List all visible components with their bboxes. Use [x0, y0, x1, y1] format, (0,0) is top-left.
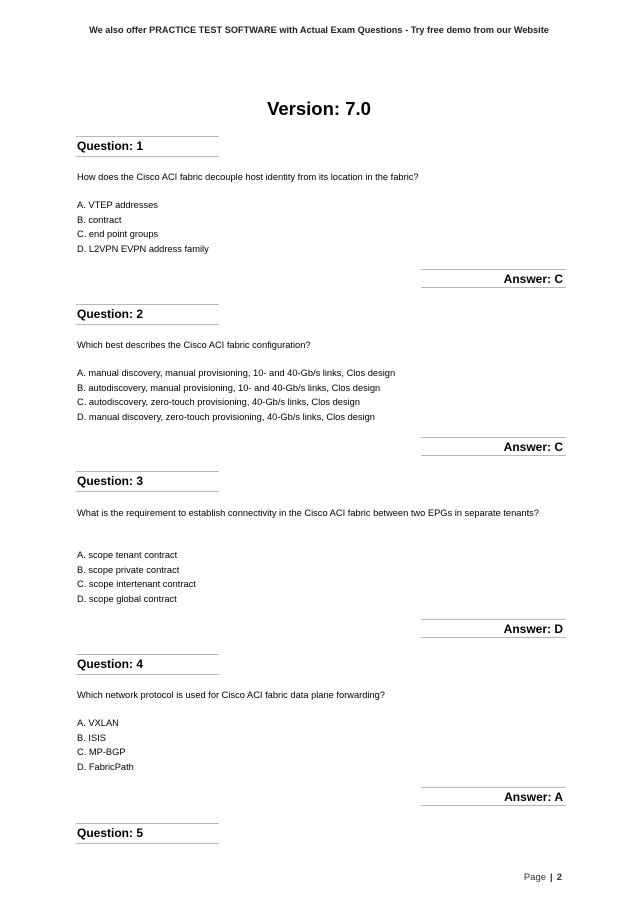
option-b: B. scope private contract [77, 564, 180, 575]
question-5-title: Question: 5 [76, 823, 219, 844]
question-3-options [77, 548, 557, 606]
question-4-text: Which network protocol is used for Cisco ACI fabric data plane forwarding? [77, 690, 385, 700]
option-a: A. VXLAN [77, 718, 119, 728]
question-3-text: What is the requirement to establish connectivity in the Cisco ACI fabric between two EPGs in separate tenants? [77, 508, 539, 518]
question-1-options [77, 198, 557, 256]
option-a: A. manual discovery, manual provisioning, 10- and 40-Gb/s links, Clos design [77, 368, 396, 378]
option-d: D. FabricPath [77, 761, 134, 772]
option-d: D. manual discovery, zero-touch provisioning, 40-Gb/s links, Clos design [77, 411, 375, 422]
option-a: A. VTEP addresses [77, 200, 158, 210]
page-footer [524, 872, 562, 883]
option-b: B. ISIS [77, 732, 106, 743]
question-3-title: Question: 3 [76, 471, 219, 492]
option-b: B. contract [77, 214, 122, 225]
question-1-answer: Answer: C [421, 269, 566, 288]
option-c: C. autodiscovery, zero-touch provisioning, 40-Gb/s links, Clos design [77, 397, 360, 407]
option-c: C. MP-BGP [77, 747, 126, 757]
page-label: Page [523, 872, 547, 883]
question-3-answer: Answer: D [421, 619, 566, 638]
page-number: 2 [556, 872, 562, 883]
question-2-text: Which best describes the Cisco ACI fabric configuration? [77, 340, 311, 350]
question-4-options [77, 716, 557, 774]
option-d: D. scope global contract [77, 593, 177, 604]
page-separator: | [550, 872, 553, 883]
option-d: D. L2VPN EVPN address family [77, 243, 209, 254]
question-4-answer: Answer: A [421, 787, 566, 806]
option-b: B. autodiscovery, manual provisioning, 10- and 40-Gb/s links, Clos design [77, 382, 381, 393]
question-1-title: Question: 1 [76, 136, 219, 157]
question-2-options [77, 366, 557, 424]
option-c: C. scope intertenant contract [77, 579, 196, 589]
question-4-title: Question: 4 [76, 654, 219, 675]
question-1-text: How does the Cisco ACI fabric decouple host identity from its location in the fabric? [77, 172, 419, 182]
question-2-answer: Answer: C [421, 437, 566, 456]
page-header: We also offer PRACTICE TEST SOFTWARE with Actual Exam Questions - Try free demo from our Website [89, 25, 549, 35]
option-a: A. scope tenant contract [77, 550, 178, 560]
question-2-title: Question: 2 [76, 304, 219, 325]
option-c: C. end point groups [77, 229, 159, 239]
version-title: Version: 7.0 [267, 98, 371, 119]
